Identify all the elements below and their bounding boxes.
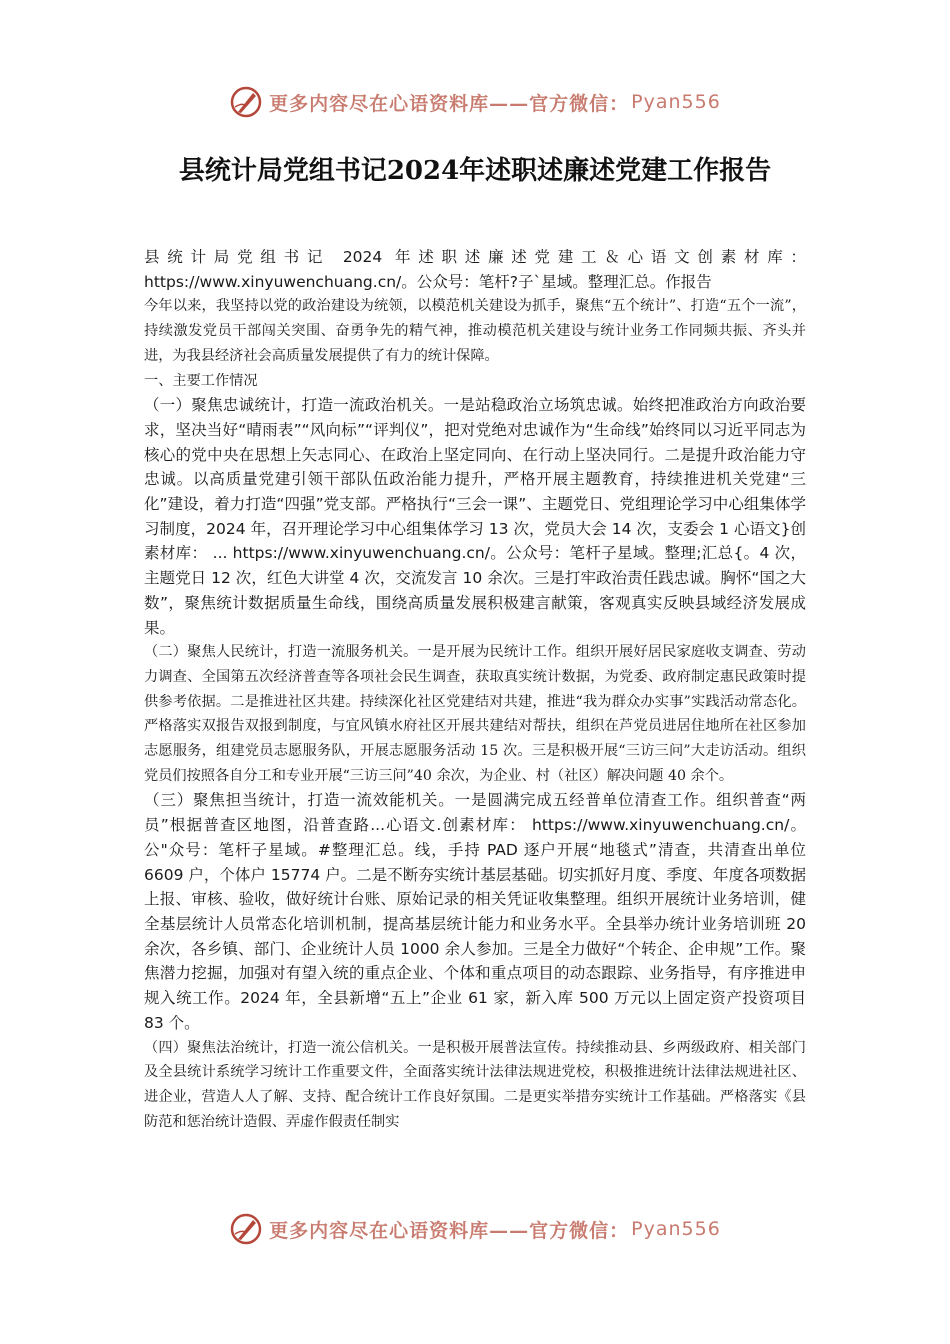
document-title: 县统计局党组书记2024年述职述廉述党建工作报告 (178, 156, 772, 186)
paragraph-loyalty: （一）聚焦忠诚统计，打造一流政治机关。一是站稳政治立场筑忠诚。始终把准政治方向政治要求，坚决当好“晴雨表”“风向标”“评判仪”，把对党绝对忠诚作为“生命线”始终同以习近平同志为核心的党中央在思想上矢志同心、在政治上坚定同向、在行动上坚决同行。二是提升政治能力守忠诚。以高质量党建引领干部队伍政治能力提升，严格开展主题教育，持续推进机关党建“三化”建设，着力打造“四强”党支部。严格执行“三会一课”、主题党日、党组理论学习中心组集体学习制度，2024 年，召开理论学习中心组集体学习 13 次，党员大会 14 次，支委会 1 心语文}创素材库： ... https://www.xinyuwenchuang.cn/。公众号：笔杆子星域。整理;汇总{。4 次，主题党日 12 次，红色大讲堂 4 次，交流发言 10 余次。三是打牢政治责任践忠诚。胸怀“国之大数”，聚焦统计数据质量生命线，围绕高质量发展积极建言献策，客观真实反映县域经济发展成果。 (144, 396, 806, 637)
paragraph-intro-heading: 县统计局党组书记 2024 年述职述廉述党建工＆心语文创素材库： https://www.xinyuwenchuang.cn/。公众号：笔杆?子`星域。整理汇总。作报告 (144, 248, 806, 291)
banner-text: 更多内容尽在心语资料库——官方微信： (269, 92, 630, 115)
paragraph-rule-of-law: （四）聚焦法治统计，打造一流公信机关。一是积极开展普法宣传。持续推动县、乡两级政府、相关部门及全县统计系统学习统计工作重要文件，全面落实统计法律法规进党校，积极推进统计法律法规进社区、进企业，营造人人了解、支持、配合统计工作良好氛围。二是更实举措夯实统计工作基础。严格落实《县防范和惩治统计造假、弄虚作假责任制实 (144, 1039, 806, 1130)
section-heading-main-work: 一、主要工作情况 (144, 372, 258, 389)
banner-wechat-id: Pyan556 (631, 91, 721, 113)
banner-text: 更多内容尽在心语资料库——官方微信： (269, 1219, 630, 1242)
feather-pen-logo-icon (229, 85, 263, 119)
document-body (144, 245, 806, 1134)
paragraph-overview: 今年以来，我坚持以党的政治建设为统领，以模范机关建设为抓手，聚焦“五个统计”、打造“五个一流”，持续激发党员干部闯关突围、奋勇争先的精气神，推动模范机关建设与统计业务工作同频共振、齐头并进，为我县经济社会高质量发展提供了有力的统计保障。 (144, 298, 806, 364)
paragraph-people: （二）聚焦人民统计，打造一流服务机关。一是开展为民统计工作。组织开展好居民家庭收支调查、劳动力调查、全国第五次经济普查等各项社会民生调查，获取真实统计数据，为党委、政府制定惠民政策时提供参考依据。二是推进社区共建。持续深化社区党建结对共建，推进“我为群众办实事”实践活动常态化。严格落实双报告双报到制度，与宜风镇水府社区开展共建结对帮扶，组织在芦党员进居住地所在社区参加志愿服务，组建党员志愿服务队，开展志愿服务活动 15 次。三是积极开展“三访三问”大走访活动。组织党员们按照各自分工和专业开展“三访三问”40 余次，为企业、村（社区）解决问题 40 余个。 (144, 644, 806, 784)
footer-watermark-banner (0, 1209, 950, 1249)
header-watermark-banner (0, 82, 950, 122)
banner-wechat-id: Pyan556 (631, 1218, 721, 1240)
feather-pen-logo-icon (229, 1212, 263, 1246)
paragraph-efficiency: （三）聚焦担当统计，打造一流效能机关。一是圆满完成五经普单位清查工作。组织普查“两员”根据普查区地图，沿普查路...心语文.创素材库： https://www.xinyuwenchuang.cn/。公"众号：笔杆子星域。#整理汇总。线，手持 PAD 逐户开展“地毯式”清查，共清查出单位 6609 户，个体户 15774 户。二是不断夯实统计基层基础。切实抓好月度、季度、年度各项数据上报、审核、验收，做好统计台账、原始记录的相关凭证收集整理。组织开展统计业务培训，健全基层统计人员常态化培训机制，提高基层统计能力和业务水平。全县举办统计业务培训班 20 余次，各乡镇、部门、企业统计人员 1000 余人参加。三是全力做好“个转企、企申规”工作。聚焦潜力挖掘，加强对有望入统的重点企业、个体和重点项目的动态跟踪、业务指导，有序推进申规入统工作。2024 年，全县新增“五上”企业 61 家，新入库 500 万元以上固定资产投资项目 83 个。 (144, 791, 806, 1032)
